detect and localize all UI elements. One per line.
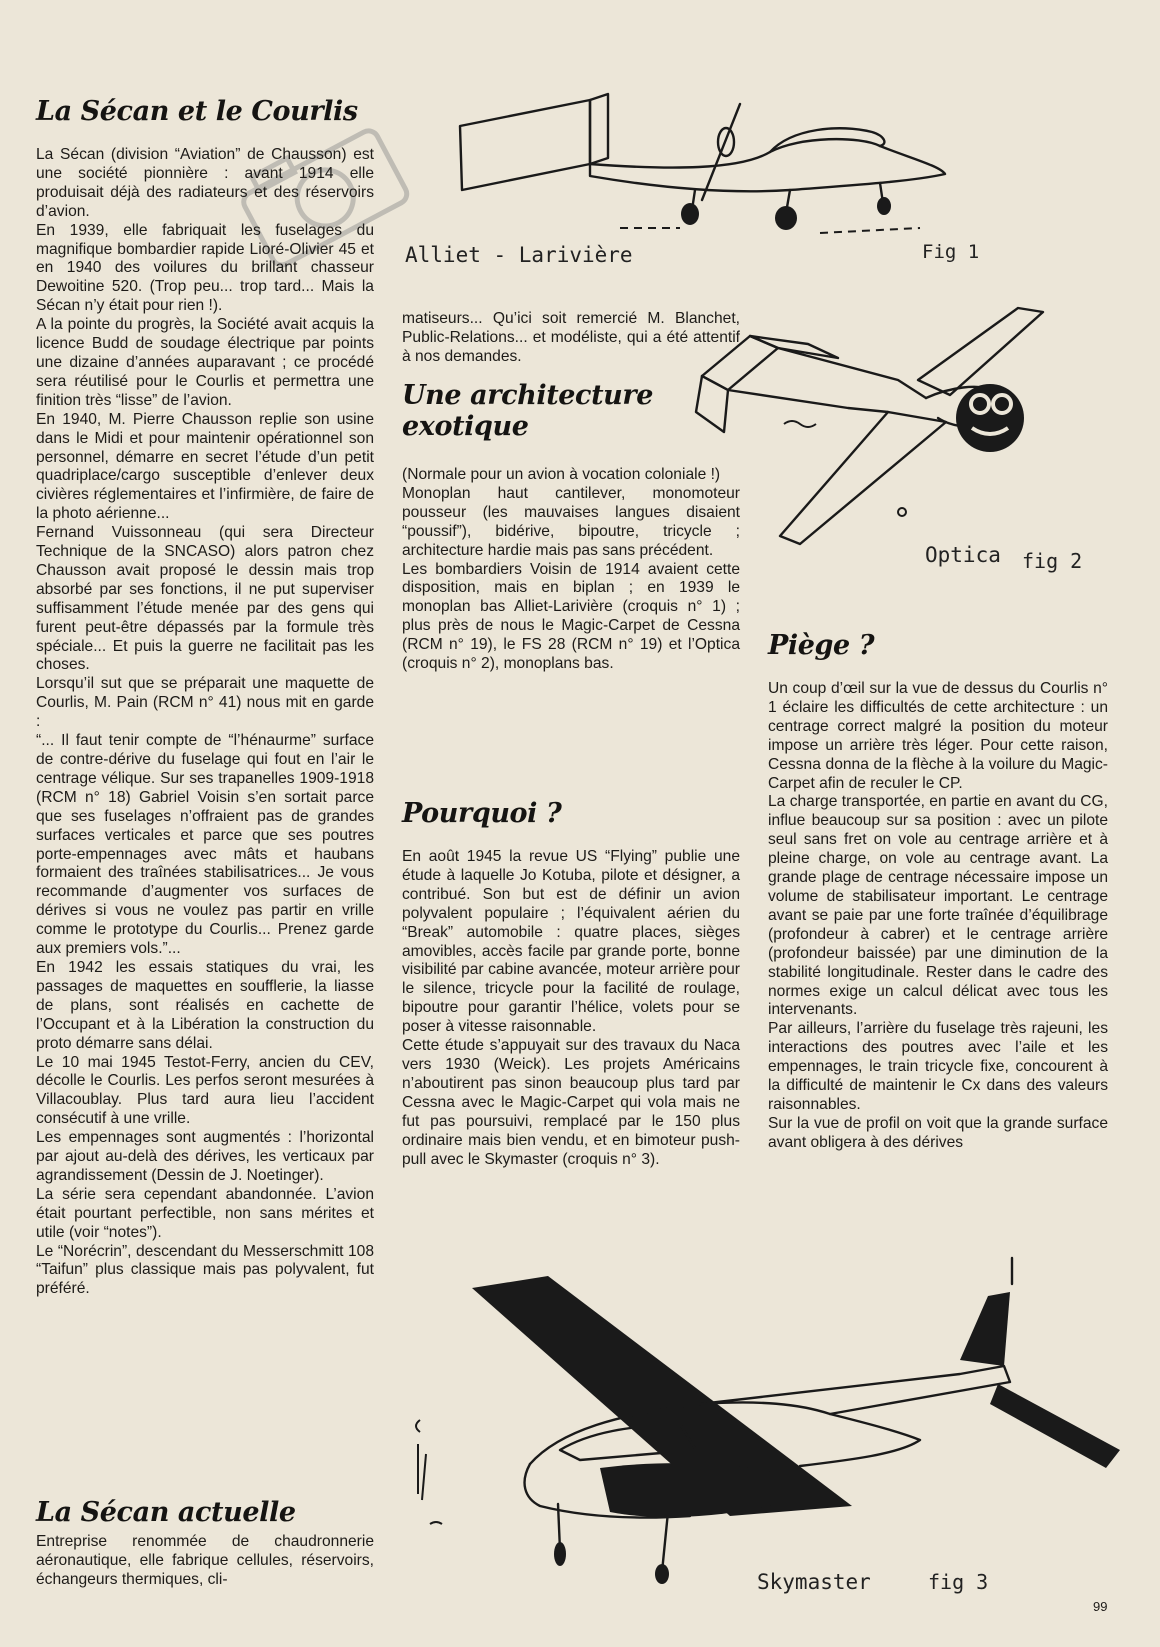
paragraph: “... Il faut tenir compte de “l’hénaurme” surface de contre-dérive du fuselage qui fout en l’air le centrage vélique. Sur ses trapanelles 1909-1918 (RCM n° 18) Gabriel Voisin s’en sortait parce que ses fuselages n’offraient pas de grandes surfaces verticales et parce que ses poutres porte-empennages avec mâts et haubans formaient des traînées stabilisatrices... Je vous recommande d’augmenter vos surfaces de dérives si vous ne voulez pas partir en vrille comme le prototype du Courlis... Prenez garde aux premiers vols.”... bbox=[36, 732, 374, 958]
heading-piege: Piège ? bbox=[768, 630, 875, 661]
column-1-end bbox=[36, 1533, 374, 1590]
paragraph: En 1942 les essais statiques du vrai, les passages de maquettes en soufflerie, la liasse de plans, sont réalisés en cachette de l’Occupant et à la Libération la construction du proto démarre sans délai. bbox=[36, 958, 374, 1052]
paragraph: Les empennages sont augmentés : l’horizontal par ajout au-delà des dérives, les verticaux par agrandissement (Dessin de J. Noetinger). bbox=[36, 1129, 374, 1184]
figure-2-label: fig 2 bbox=[1022, 549, 1083, 573]
paragraph: Entreprise renommée de chaudronnerie aéronautique, elle fabrique cellules, réservoirs, échangeurs thermiques, cli- bbox=[36, 1533, 374, 1588]
paragraph: En août 1945 la revue US “Flying” publie une étude à laquelle Jo Kotuba, pilote et désigner, a contribué. Son but est de définir un avion polyvalent populaire ; l’équivalent aérien du “Break” automobile : quatre places, sièges amovibles, accès facile par grande porte, bonne visibilité par cabine avancée, moteur arrière pour le silence, tricycle pour la facilité de roulage, bipoutre pour garantir l’hélice, volets pour se poser à vitesse raisonnable. bbox=[402, 848, 740, 1036]
figure-2-name: Optica bbox=[925, 543, 1001, 567]
heading-architecture bbox=[402, 380, 653, 442]
paragraph: Les bombardiers Voisin de 1914 avaient cette disposition, mais en biplan ; en 1939 le monoplan bas Alliet-Larivière (croquis n° 1) ; plus près de nous le Magic-Carpet de Cessna (RCM n° 19), le FS 28 (RCM n° 19) et l’Optica (croquis n° 2), monoplans bas. bbox=[402, 560, 740, 673]
paragraph: Sur la vue de profil on voit que la grande surface avant obligera à des dérives bbox=[768, 1114, 1108, 1151]
heading-architecture-line2: exotique bbox=[402, 411, 529, 442]
paragraph: matiseurs... Qu’ici soit remercié M. Blanchet, Public-Relations... et modéliste, qui a été attentif à nos demandes. bbox=[402, 310, 740, 365]
paragraph: En 1939, elle fabriquait les fuselages du magnifique bombardier rapide Lioré-Olivier 45 et en 1940 des voilures du brillant chasseur Dewoitine 520. (Trop peu... trop tard... Mais la Sécan n’y était pour rien !). bbox=[36, 221, 374, 315]
paragraph: A la pointe du progrès, la Société avait acquis la licence Budd de soudage électrique par points une dizaine d’années auparavant ; ce procédé sera réutilisé pour le Courlis et permettra une finition très “lisse” de l’avion. bbox=[36, 316, 374, 409]
figure-3-name: Skymaster bbox=[757, 1570, 871, 1594]
figure-2-optica-drawing bbox=[688, 300, 1128, 570]
paragraph: La série sera cependant abandonnée. L’avion était pourtant perfectible, non sans mérites et utile (voir “notes”). bbox=[36, 1185, 374, 1241]
column-1 bbox=[36, 146, 374, 1299]
heading-secan-actuelle: La Sécan actuelle bbox=[36, 1497, 296, 1528]
paragraph: Le 10 mai 1945 Testot-Ferry, ancien du CEV, décolle le Courlis. Les perfos seront mesurées à Villacoublay. Plus tard aura lieu l’accident consécutif à une vrille. bbox=[36, 1053, 374, 1128]
paragraph: Lorsqu’il sut que se préparait une maquette de Courlis, M. Pain (RCM n° 41) nous mit en garde : bbox=[36, 675, 374, 731]
figure-3-label: fig 3 bbox=[928, 1570, 989, 1594]
heading-secan-courlis: La Sécan et le Courlis bbox=[36, 96, 358, 127]
paragraph: (Normale pour un avion à vocation coloniale !) bbox=[402, 466, 721, 483]
paragraph: Un coup d’œil sur la vue de dessus du Courlis n° 1 éclaire les difficultés de cette architecture : un centrage correct malgré la position du moteur impose un arrière très léger. Pour cette raison, Cessna donna de la flèche à la voilure du Magic-Carpet afin de reculer le CP. bbox=[768, 680, 1108, 792]
paragraph: Cette étude s’appuyait sur des travaux du Naca vers 1930 (Weick). Les projets Américains n’aboutirent pas sinon beaucoup plus tard par Cessna avec le Magic-Carpet qui vola mais ne fut pas poursuivi, remplacé par le 150 plus ordinaire mais bien vendu, et en bimoteur push-pull avec le Skymaster (croquis n° 3). bbox=[402, 1037, 740, 1168]
heading-architecture-line1: Une architecture bbox=[402, 380, 653, 411]
paragraph: Le “Norécrin”, descendant du Messerschmitt 108 “Taifun” plus classique mais pas polyvalent, fut préféré. bbox=[36, 1242, 374, 1298]
column-3 bbox=[768, 680, 1108, 1153]
paragraph: Par ailleurs, l’arrière du fuselage très rajeuni, les interactions des poutres avec l’aile et les empennages, le train tricycle fixe, concourent à la difficulté de maintenir le Cx dans des valeurs raisonnables. bbox=[768, 1020, 1108, 1113]
page-number: 99 bbox=[1093, 1599, 1108, 1614]
paragraph: En 1940, M. Pierre Chausson replie son usine dans le Midi et pour maintenir opérationnel son personnel, démarre en secret l’étude d’un petit quadriplace/cargo susceptible d’enlever deux civières réglementaires et l’infirmière, de faire de la photo aérienne... bbox=[36, 410, 374, 523]
heading-pourquoi: Pourquoi ? bbox=[402, 798, 562, 829]
column-2-bottom bbox=[402, 848, 740, 1169]
paragraph: La Sécan (division “Aviation” de Chausson) est une société pionnière : avant 1914 elle produisait déjà des radiateurs et des réservoirs d’avion. bbox=[36, 146, 374, 220]
figure-3-skymaster-drawing bbox=[400, 1254, 1140, 1584]
paragraph: La charge transportée, en partie en avant du CG, influe beaucoup sur sa position : avec un pilote seul sans fret on vole au centrage arrière et à pleine charge, on vole au centrage avant. La grande plage de centrage nécessaire impose un volume de stabilisateur important. Le centrage avant se paie par une forte traînée d’équilibrage (profondeur à cabrer) et le centrage arrière (profondeur baissée) par une diminution de la stabilité longitudinale. Rester dans le cadre des normes exige un calcul délicat avec tous les intervenants. bbox=[768, 793, 1108, 1019]
paragraph: Monoplan haut cantilever, monomoteur pousseur (les mauvaises langues disaient “poussif”), bidérive, bipoutre, tricycle ; architecture hardie mais pas sans précédent. bbox=[402, 484, 740, 559]
figure-1-alliet-lariviere-drawing bbox=[440, 78, 960, 248]
figure-1-label: Fig 1 bbox=[922, 241, 980, 263]
figure-1-name: Alliet - Larivière bbox=[405, 243, 633, 267]
paragraph: Fernand Vuissonneau (qui sera Directeur Technique de la SNCASO) alors patron chez Chausson avait proposé le dessin mais trop absorbé par ses fonctions, il ne put superviser suffisamment l’étude menée par des gens qui furent peut-être dépassés par la formule très spéciale... Et puis la guerre ne facilitait pas les choses. bbox=[36, 524, 374, 674]
